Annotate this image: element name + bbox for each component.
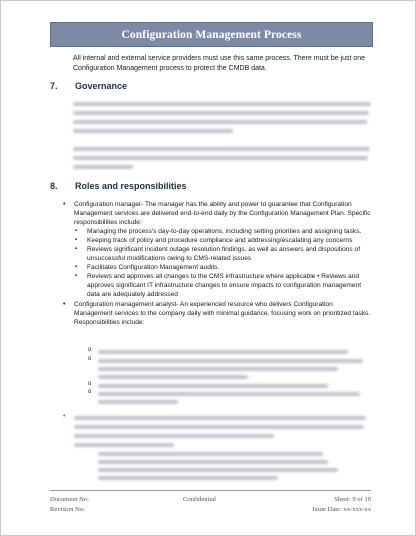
page-title: Configuration Management Process: [121, 28, 302, 41]
revision-number-label: Revision No:: [50, 506, 85, 513]
section-title: Roles and responsibilities: [75, 181, 187, 191]
responsibilities-label: Responsibilities include:: [74, 319, 145, 326]
list-item: ▪ Keeping track of policy and procedure compliance and addressing/escalating any concerns: [63, 236, 373, 245]
sheet-number: Sheet: 9 of 10: [334, 496, 371, 503]
role-analyst: • Configuration management analyst- An experienced resource who delivers Configuration Management services to the company daily with minimal guidance, focusing work on prioritized tasks.: [63, 300, 373, 318]
document-number-label: Document No:: [50, 496, 90, 503]
list-item: ▪ Facilitates Configuration Management audits.: [63, 263, 373, 272]
list-item: ▪ Reviews and approves all changes to the CMS infrastructure where applicable • Reviews and approves significant IT infrastructure changes to ensure impacts to configuration management data are adequately addressed: [63, 272, 373, 299]
role-manager: • Configuration manager- The manager has the ability and power to guarantee that Configuration Management services are delivered end-to-end daily by the Configuration Management Plan. Specific responsibilities include:: [63, 200, 373, 227]
list-item: ▪ Reviews significant incident outage resolution findings, as well as answers and dispositions of unsuccessful modifications owing to CMS-related issues: [63, 245, 373, 263]
section-number: 7.: [50, 81, 58, 91]
section-governance-heading: [50, 81, 127, 91]
document-page: Configuration Management Process All internal and external service providers must use this same process. There must be just one Configuration Management process to protect the CMDB data. 7. Governance 8. Roles and responsibilities • Configuration manager- The manager has the ability and power to guarantee that Configuration Management services are delivered end-to-end daily by the Configuration Management Plan. Specific responsibilities include: ▪ Managing the process's day-to-day operations, including setting priorities and assigning tasks. ▪ Keeping track of policy and procedure compliance and addressing/escalating any concerns ▪ Reviews significant incident outage resolution findings, as well as answers and dispositions of unsuccessful modifications owing to CMS-related issues ▪ Facilitates Configuration Management audits. ▪ Reviews and approves all changes to the CMS infrastructure where applicable • Reviews and approves significant IT infrastructure changes to ensure impacts to configuration management data are adequately addressed • Configuration management analyst- An experienced resource who delivers Configuration Management services to the company daily with minimal guidance, focusing work on prioritized tasks. Responsibilities include: o o o o • Document No: Confidential Sheet: 9 of 10 Revision No: Issue Date: xx-xxx-xx: [0, 0, 416, 536]
confidential-label: Confidential: [183, 496, 216, 503]
issue-date: Issue Date: xx-xxx-xx: [312, 506, 371, 513]
intro-paragraph: All internal and external service providers must use this same process. There must be just one Configuration Management process to protect the CMDB data.: [73, 55, 366, 72]
list-item: ▪ Managing the process's day-to-day operations, including setting priorities and assigning tasks.: [63, 227, 373, 236]
roles-list: [63, 200, 373, 327]
section-title: Governance: [75, 81, 128, 91]
page-footer: [50, 490, 371, 513]
section-roles-heading: [50, 181, 187, 191]
title-banner: [50, 22, 373, 47]
section-number: 8.: [50, 181, 58, 191]
